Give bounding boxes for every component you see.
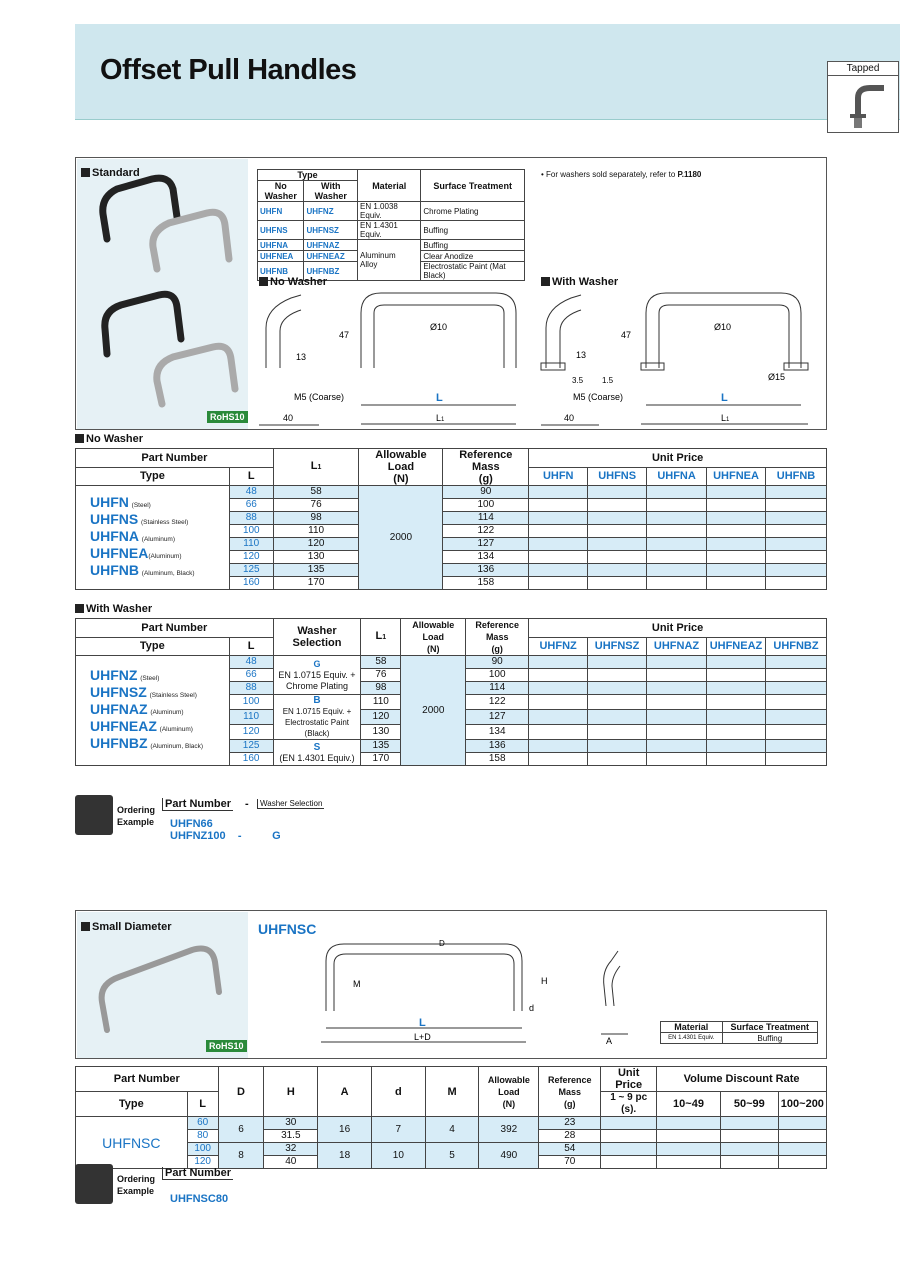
mass-cell: 158 (443, 577, 529, 590)
mass-header: Reference Mass (g) (539, 1067, 601, 1117)
washer-s: S (EN 1.4301 Equiv.) (273, 740, 361, 766)
washer-selection-label: Washer Selection (257, 799, 324, 809)
dim-A: A (606, 1036, 613, 1046)
small-code: UHFNSC (258, 921, 317, 937)
vdr-col: 50~99 (720, 1092, 778, 1117)
unit-price-header: Unit Price (529, 449, 827, 468)
price-col-header: UHFNZ (529, 637, 588, 656)
dim-d: d (529, 1003, 535, 1013)
dim-L: L (436, 392, 443, 404)
type-cell: UHFNS (258, 221, 304, 240)
small-handle-illustration (77, 912, 248, 1058)
ordering-label: Ordering Example (117, 805, 156, 827)
with-washer-diagram-title: With Washer (541, 276, 618, 288)
mass-cell: 114 (466, 682, 529, 695)
mass-cell: 122 (443, 525, 529, 538)
price-col-header: UHFNA (647, 467, 707, 486)
surface-cell: Clear Anodize (421, 251, 525, 262)
material-cell: Aluminum Alloy (358, 240, 421, 281)
type-list: UHFN (Steel) UHFNS (Stainless Steel) UHFNA (Aluminum) UHFNEA(Aluminum) UHFNB (Aluminum, Black) (76, 486, 230, 590)
part-number-header: Part Number (76, 449, 274, 468)
mass-cell: 90 (443, 486, 529, 499)
part-number-label: Part Number (162, 798, 233, 811)
mass-cell: 127 (466, 710, 529, 725)
m-header: M (425, 1067, 479, 1117)
mass-cell: 158 (466, 753, 529, 766)
a-cell: 16 (318, 1117, 372, 1143)
l-cell: 125 (229, 740, 273, 753)
l-cell: 120 (229, 551, 273, 564)
price-col-header: UHFNB (766, 467, 827, 486)
dim-47: 47 (339, 330, 350, 340)
mass-cell: 100 (466, 669, 529, 682)
washer-g: G EN 1.0715 Equiv. + Chrome Plating (273, 656, 361, 695)
l1-cell: 110 (361, 695, 401, 710)
washer-header: Washer Selection (273, 619, 361, 656)
type-cell: UHFNB (258, 262, 304, 281)
l-header: L (229, 637, 273, 656)
small-material-table (660, 1021, 818, 1044)
mass-cell: 122 (466, 695, 529, 710)
unit-price-header: Unit Price (601, 1067, 657, 1092)
a-header: A (318, 1067, 372, 1117)
dim-40b: 40 (564, 413, 575, 423)
material-cell: EN 1.4301 Equiv. (358, 221, 421, 240)
l1-cell: 76 (273, 499, 359, 512)
mass-cell: 114 (443, 512, 529, 525)
dim-H: H (541, 976, 548, 986)
phone-icon (75, 1164, 113, 1204)
mass-cell: 127 (443, 538, 529, 551)
type-cell: UHFNBZ (304, 262, 358, 281)
surface-cell: Buffing (421, 221, 525, 240)
with-washer-title: With Washer (75, 603, 152, 615)
dim-1-5: 1.5 (602, 376, 614, 385)
l-cell: 80 (187, 1130, 218, 1143)
material-table (257, 169, 525, 281)
surface-header: Surface Treatment (722, 1022, 817, 1033)
dash: - (245, 798, 249, 810)
l-header: L (187, 1092, 218, 1117)
dim-d15: Ø15 (768, 372, 786, 382)
washer-note: • For washers sold separately, refer to P.1180 (541, 170, 702, 179)
part-number-label: Part Number (162, 1167, 233, 1180)
l1-cell: 110 (273, 525, 359, 538)
h-header: H (264, 1067, 318, 1117)
h-cell: 40 (264, 1156, 318, 1169)
l-cell: 100 (229, 695, 273, 710)
dimension-drawings (76, 283, 828, 433)
type-cell: UHFNSZ (304, 221, 358, 240)
phone-icon (75, 795, 113, 835)
vdr-col: 100~200 (778, 1092, 826, 1117)
l-cell: 60 (187, 1117, 218, 1130)
type-header: Type (76, 637, 230, 656)
dim-d10: Ø10 (430, 322, 448, 332)
l-header: L (229, 467, 273, 486)
load-header: Allowable Load (N) (401, 619, 466, 656)
type-cell: UHFNEAZ (304, 251, 358, 262)
no-washer-diagram-title: No Washer (259, 276, 327, 288)
rohs-badge-small: RoHS10 (206, 1040, 247, 1052)
mass-cell: 136 (466, 740, 529, 753)
ordering-example-2 (75, 1164, 325, 1214)
m-cell: 4 (425, 1117, 479, 1143)
type-cell: UHFNEA (258, 251, 304, 262)
l1-cell: 135 (273, 564, 359, 577)
qty-header: 1 ~ 9 pc (s). (601, 1092, 657, 1117)
price-col-header: UHFN (529, 467, 588, 486)
with-washer-header: With Washer (304, 181, 358, 202)
dim-D: D (439, 939, 445, 948)
dim-40: 40 (283, 413, 294, 423)
l-cell: 66 (229, 499, 273, 512)
small-diameter-section (75, 910, 827, 1059)
type-cell: UHFN (258, 202, 304, 221)
dd-header: d (371, 1067, 425, 1117)
l-cell: 160 (229, 577, 273, 590)
l1-cell: 170 (361, 753, 401, 766)
material-header: Material (661, 1022, 723, 1033)
part-number-header: Part Number (76, 619, 274, 638)
h-cell: 30 (264, 1117, 318, 1130)
material-header: Material (358, 170, 421, 202)
vdr-header: Volume Discount Rate (657, 1067, 827, 1092)
washer-b: B EN 1.0715 Equiv. + Electrostatic Paint (Black) (273, 695, 361, 740)
small-diameter-title: Small Diameter (81, 921, 171, 933)
mass-cell: 100 (443, 499, 529, 512)
with-washer-table (75, 618, 827, 766)
dim-L1b: L1 (721, 413, 730, 423)
d-cell: 6 (218, 1117, 264, 1143)
type-cell: UHFNZ (304, 202, 358, 221)
surface-cell: Buffing (421, 240, 525, 251)
type-cell: UHFNA (258, 240, 304, 251)
d-cell: 8 (218, 1143, 264, 1169)
material-cell: EN 1.0038 Equiv. (358, 202, 421, 221)
ordering-label: Ordering Example (117, 1174, 156, 1196)
l1-cell: 170 (273, 577, 359, 590)
load-cell: 2000 (359, 486, 443, 590)
l-cell: 48 (229, 486, 273, 499)
small-diameter-table (75, 1066, 827, 1169)
l-cell: 100 (229, 525, 273, 538)
tapped-label: Tapped (828, 62, 898, 76)
load-cell: 2000 (401, 656, 466, 766)
dim-L-small: L (419, 1017, 426, 1029)
mass-cell: 134 (443, 551, 529, 564)
dim-3-5: 3.5 (572, 376, 584, 385)
mass-cell: 23 (539, 1117, 601, 1130)
h-cell: 32 (264, 1143, 318, 1156)
page-title: Offset Pull Handles (100, 54, 357, 86)
mass-cell: 134 (466, 725, 529, 740)
no-washer-title: No Washer (75, 433, 143, 445)
l-cell: 110 (229, 538, 273, 551)
l1-cell: 58 (273, 486, 359, 499)
d-header: D (218, 1067, 264, 1117)
price-col-header: UHFNEAZ (706, 637, 765, 656)
dim-m5: M5 (Coarse) (294, 392, 345, 402)
surface-cell: Electrostatic Paint (Mat Black) (421, 262, 525, 281)
dim-LD: L+D (414, 1032, 431, 1042)
type-cell: UHFNSC (76, 1117, 188, 1169)
tapped-icon (828, 76, 900, 134)
l-cell: 110 (229, 710, 273, 725)
part-number-header: Part Number (76, 1067, 219, 1092)
mass-cell: 90 (466, 656, 529, 669)
type-header: Type (76, 467, 230, 486)
dim-m5b: M5 (Coarse) (573, 392, 624, 402)
l-cell: 120 (229, 725, 273, 740)
rohs-badge: RoHS10 (207, 411, 248, 423)
l-cell: 160 (229, 753, 273, 766)
surface-cell: Buffing (722, 1033, 817, 1044)
price-col-header: UHFNBZ (765, 637, 826, 656)
mass-cell: 136 (443, 564, 529, 577)
l1-cell: 130 (273, 551, 359, 564)
l1-cell: 135 (361, 740, 401, 753)
load-header: Allowable Load (N) (359, 449, 443, 486)
l-cell: 88 (229, 512, 273, 525)
price-col-header: UHFNEA (707, 467, 766, 486)
example-values: UHFN66 UHFNZ100 - G (170, 818, 281, 842)
l1-cell: 120 (361, 710, 401, 725)
example-value: UHFNSC80 (170, 1193, 229, 1205)
l-cell: 66 (229, 669, 273, 682)
price-col-header: UHFNSZ (588, 637, 647, 656)
a-cell: 18 (318, 1143, 372, 1169)
l1-cell: 120 (273, 538, 359, 551)
dim-M: M (353, 979, 361, 989)
unit-price-header: Unit Price (529, 619, 827, 638)
l1-cell: 76 (361, 669, 401, 682)
l-cell: 125 (229, 564, 273, 577)
type-list: UHFNZ (Steel) UHFNSZ (Stainless Steel) UHFNAZ (Aluminum) UHFNEAZ (Aluminum) UHFNBZ (Aluminum, Black) (76, 656, 230, 766)
ordering-example-1 (75, 795, 375, 845)
type-header: Type (258, 170, 358, 181)
l1-cell: 98 (273, 512, 359, 525)
material-cell: EN 1.4301 Equiv. (661, 1033, 723, 1044)
price-col-header: UHFNAZ (647, 637, 707, 656)
vdr-col: 10~49 (657, 1092, 721, 1117)
l-cell: 100 (187, 1143, 218, 1156)
dim-13b: 13 (576, 350, 587, 360)
dim-L1: L1 (436, 413, 445, 423)
l-cell: 120 (187, 1156, 218, 1169)
mass-cell: 28 (539, 1130, 601, 1143)
m-cell: 5 (425, 1143, 479, 1169)
load-cell: 490 (479, 1143, 539, 1169)
l-cell: 88 (229, 682, 273, 695)
dim-d10b: Ø10 (714, 322, 732, 332)
no-washer-header: No Washer (258, 181, 304, 202)
type-header: Type (76, 1092, 188, 1117)
page-header (75, 24, 900, 120)
small-product-photo (77, 912, 248, 1058)
type-cell: UHFNAZ (304, 240, 358, 251)
l-cell: 48 (229, 656, 273, 669)
l1-cell: 58 (361, 656, 401, 669)
l1-cell: 98 (361, 682, 401, 695)
mass-cell: 70 (539, 1156, 601, 1169)
standard-section (75, 157, 827, 430)
dd-cell: 10 (371, 1143, 425, 1169)
load-header: Allowable Load (N) (479, 1067, 539, 1117)
h-cell: 31.5 (264, 1130, 318, 1143)
standard-title: Standard (81, 167, 140, 179)
dim-13: 13 (296, 352, 307, 362)
mass-cell: 54 (539, 1143, 601, 1156)
no-washer-table (75, 448, 827, 590)
dim-Lb: L (721, 392, 728, 404)
mass-header: Reference Mass (g) (466, 619, 529, 656)
tapped-badge (827, 61, 899, 133)
l1-cell: 130 (361, 725, 401, 740)
load-cell: 392 (479, 1117, 539, 1143)
dim-47b: 47 (621, 330, 632, 340)
price-col-header: UHFNS (588, 467, 647, 486)
l1-header: L1 (273, 449, 359, 486)
dd-cell: 7 (371, 1117, 425, 1143)
surface-cell: Chrome Plating (421, 202, 525, 221)
l1-header: L1 (361, 619, 401, 656)
mass-header: Reference Mass (g) (443, 449, 529, 486)
surface-header: Surface Treatment (421, 170, 525, 202)
